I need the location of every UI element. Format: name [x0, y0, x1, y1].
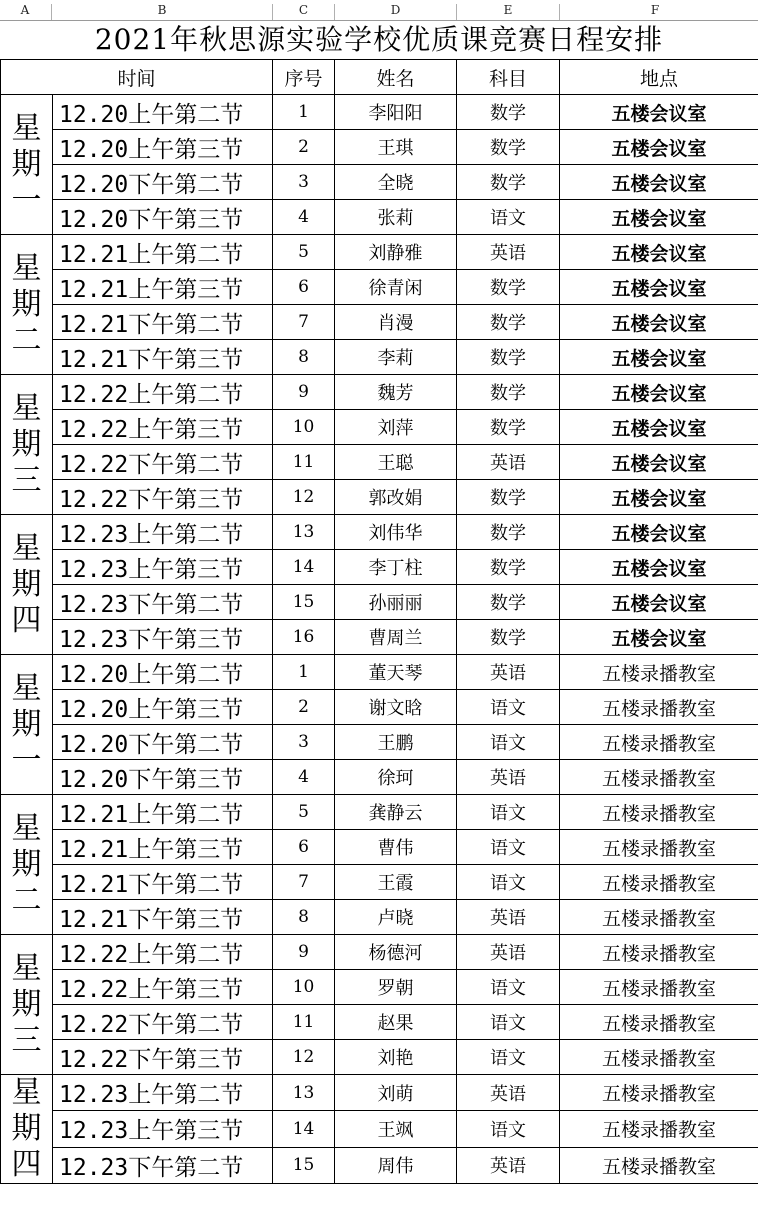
time-cell[interactable]: 12.21上午第三节 — [53, 830, 273, 865]
day-label-char: 星 — [11, 250, 42, 286]
time-cell[interactable]: 12.23下午第二节 — [53, 585, 273, 620]
day-label-cell[interactable] — [1, 235, 53, 375]
name-cell[interactable]: 孙丽丽 — [335, 585, 457, 620]
subject-cell[interactable]: 语文 — [457, 690, 560, 725]
time-cell[interactable]: 12.22下午第二节 — [53, 1005, 273, 1040]
seq-cell[interactable]: 3 — [273, 165, 335, 200]
subject-cell[interactable]: 数学 — [457, 95, 560, 130]
location-cell[interactable]: 五楼会议室 — [560, 235, 758, 270]
location-cell[interactable]: 五楼录播教室 — [560, 970, 758, 1005]
time-cell[interactable]: 12.23上午第三节 — [53, 550, 273, 585]
time-cell[interactable]: 12.20下午第三节 — [53, 760, 273, 795]
seq-cell[interactable]: 5 — [273, 795, 335, 830]
subject-cell[interactable]: 语文 — [457, 795, 560, 830]
subject-cell[interactable]: 英语 — [457, 655, 560, 690]
seq-cell[interactable]: 14 — [273, 550, 335, 585]
location-cell[interactable]: 五楼录播教室 — [560, 900, 758, 935]
name-cell[interactable]: 赵果 — [335, 1005, 457, 1040]
table-row — [1, 935, 758, 970]
time-cell[interactable]: 12.20下午第二节 — [53, 165, 273, 200]
table-row — [1, 165, 758, 200]
seq-cell[interactable]: 16 — [273, 620, 335, 655]
seq-cell[interactable]: 1 — [273, 95, 335, 130]
seq-cell[interactable]: 3 — [273, 725, 335, 760]
time-cell[interactable]: 12.20上午第三节 — [53, 130, 273, 165]
time-cell[interactable]: 12.20上午第二节 — [53, 655, 273, 690]
subject-cell[interactable]: 英语 — [457, 760, 560, 795]
table-row — [1, 1147, 758, 1183]
time-cell[interactable]: 12.21上午第二节 — [53, 235, 273, 270]
location-cell[interactable]: 五楼录播教室 — [560, 760, 758, 795]
name-cell[interactable]: 曹周兰 — [335, 620, 457, 655]
table-row — [1, 1040, 758, 1075]
day-label-cell[interactable] — [1, 1075, 53, 1184]
day-label-char: 期 — [11, 986, 42, 1022]
day-label-cell[interactable] — [1, 935, 53, 1075]
name-cell[interactable]: 龚静云 — [335, 795, 457, 830]
table-row — [1, 725, 758, 760]
day-label-char: 星 — [11, 1075, 42, 1110]
header-location[interactable]: 地点 — [560, 60, 758, 95]
table-row — [1, 1005, 758, 1040]
subject-cell[interactable]: 语文 — [457, 725, 560, 760]
table-row — [1, 410, 758, 445]
subject-cell[interactable]: 数学 — [457, 515, 560, 550]
day-label-char: 期 — [11, 706, 42, 742]
table-row — [1, 1111, 758, 1147]
name-cell[interactable]: 曹伟 — [335, 830, 457, 865]
name-cell[interactable]: 周伟 — [335, 1147, 457, 1183]
seq-cell[interactable]: 6 — [273, 830, 335, 865]
location-cell[interactable]: 五楼会议室 — [560, 95, 758, 130]
seq-cell[interactable]: 9 — [273, 935, 335, 970]
location-cell[interactable]: 五楼会议室 — [560, 165, 758, 200]
name-cell[interactable]: 杨德河 — [335, 935, 457, 970]
day-label-char: 星 — [11, 530, 42, 566]
name-cell[interactable]: 李莉 — [335, 340, 457, 375]
location-cell[interactable]: 五楼会议室 — [560, 130, 758, 165]
time-cell[interactable]: 12.21下午第三节 — [53, 900, 273, 935]
location-cell[interactable]: 五楼会议室 — [560, 200, 758, 235]
subject-cell[interactable]: 数学 — [457, 305, 560, 340]
subject-cell[interactable]: 数学 — [457, 480, 560, 515]
subject-cell[interactable]: 语文 — [457, 1040, 560, 1075]
day-label-char: 期 — [11, 1111, 42, 1146]
seq-cell[interactable]: 4 — [273, 200, 335, 235]
table-row — [1, 830, 758, 865]
location-cell[interactable]: 五楼录播教室 — [560, 725, 758, 760]
name-cell[interactable]: 刘艳 — [335, 1040, 457, 1075]
subject-cell[interactable]: 英语 — [457, 445, 560, 480]
day-label-char: 星 — [11, 950, 42, 986]
time-cell[interactable]: 12.21下午第三节 — [53, 340, 273, 375]
column-header-e[interactable]: E — [503, 3, 513, 17]
seq-cell[interactable]: 11 — [273, 445, 335, 480]
subject-cell[interactable]: 语文 — [457, 1005, 560, 1040]
name-cell[interactable]: 王聪 — [335, 445, 457, 480]
header-time[interactable]: 时间 — [1, 60, 273, 95]
time-cell[interactable]: 12.20下午第二节 — [53, 725, 273, 760]
seq-cell[interactable]: 7 — [273, 305, 335, 340]
day-label-char: 星 — [11, 810, 42, 846]
location-cell[interactable]: 五楼会议室 — [560, 515, 758, 550]
time-cell[interactable]: 12.22上午第三节 — [53, 410, 273, 445]
seq-cell[interactable]: 9 — [273, 375, 335, 410]
subject-cell[interactable]: 语文 — [457, 865, 560, 900]
time-cell[interactable]: 12.23上午第三节 — [53, 1111, 273, 1147]
seq-cell[interactable]: 8 — [273, 340, 335, 375]
table-row — [1, 1075, 758, 1111]
table-row — [1, 970, 758, 1005]
name-cell[interactable]: 罗朝 — [335, 970, 457, 1005]
location-cell[interactable]: 五楼录播教室 — [560, 795, 758, 830]
location-cell[interactable]: 五楼会议室 — [560, 445, 758, 480]
seq-cell[interactable]: 15 — [273, 585, 335, 620]
location-cell[interactable]: 五楼会议室 — [560, 585, 758, 620]
location-cell[interactable]: 五楼会议室 — [560, 550, 758, 585]
day-label-cell[interactable] — [1, 375, 53, 515]
day-label-char: 期 — [11, 566, 42, 602]
time-cell[interactable]: 12.23上午第二节 — [53, 1075, 273, 1111]
seq-cell[interactable]: 14 — [273, 1111, 335, 1147]
column-header-c[interactable]: C — [298, 3, 309, 17]
time-cell[interactable]: 12.22上午第二节 — [53, 375, 273, 410]
table-row — [1, 865, 758, 900]
name-cell[interactable]: 全晓 — [335, 165, 457, 200]
subject-cell[interactable]: 数学 — [457, 340, 560, 375]
day-label-char: 期 — [11, 426, 42, 462]
name-cell[interactable]: 王霞 — [335, 865, 457, 900]
subject-cell[interactable]: 数学 — [457, 165, 560, 200]
day-label-char: 二 — [11, 322, 42, 358]
column-header-b[interactable]: B — [157, 3, 167, 17]
table-row — [1, 690, 758, 725]
seq-cell[interactable]: 13 — [273, 1075, 335, 1111]
subject-cell[interactable]: 英语 — [457, 1075, 560, 1111]
header-subject[interactable]: 科目 — [457, 60, 560, 95]
table-row — [1, 760, 758, 795]
seq-cell[interactable]: 12 — [273, 480, 335, 515]
seq-cell[interactable]: 10 — [273, 410, 335, 445]
table-row — [1, 585, 758, 620]
table-row — [1, 480, 758, 515]
seq-cell[interactable]: 12 — [273, 1040, 335, 1075]
time-cell[interactable]: 12.22上午第二节 — [53, 935, 273, 970]
location-cell[interactable]: 五楼录播教室 — [560, 1111, 758, 1147]
seq-cell[interactable]: 15 — [273, 1147, 335, 1183]
time-cell[interactable]: 12.21下午第二节 — [53, 865, 273, 900]
seq-cell[interactable]: 8 — [273, 900, 335, 935]
location-cell[interactable]: 五楼录播教室 — [560, 690, 758, 725]
name-cell[interactable]: 刘萌 — [335, 1075, 457, 1111]
name-cell[interactable]: 张莉 — [335, 200, 457, 235]
name-cell[interactable]: 李阳阳 — [335, 95, 457, 130]
day-label-char: 一 — [11, 742, 42, 778]
day-label-cell[interactable] — [1, 515, 53, 655]
location-cell[interactable]: 五楼录播教室 — [560, 1147, 758, 1183]
subject-cell[interactable]: 英语 — [457, 935, 560, 970]
subject-cell[interactable]: 语文 — [457, 970, 560, 1005]
column-header-bar — [0, 0, 758, 21]
table-row — [1, 235, 758, 270]
location-cell[interactable]: 五楼录播教室 — [560, 655, 758, 690]
day-label-char: 三 — [11, 462, 42, 498]
subject-cell[interactable]: 数学 — [457, 620, 560, 655]
name-cell[interactable]: 刘伟华 — [335, 515, 457, 550]
day-label-cell[interactable] — [1, 795, 53, 935]
subject-cell[interactable]: 英语 — [457, 1147, 560, 1183]
time-cell[interactable]: 12.22下午第二节 — [53, 445, 273, 480]
subject-cell[interactable]: 数学 — [457, 410, 560, 445]
day-label-char: 星 — [11, 670, 42, 706]
subject-cell[interactable]: 数学 — [457, 585, 560, 620]
day-label-char: 星 — [11, 390, 42, 426]
subject-cell[interactable]: 数学 — [457, 130, 560, 165]
subject-cell[interactable]: 语文 — [457, 830, 560, 865]
time-cell[interactable]: 12.23下午第三节 — [53, 620, 273, 655]
name-cell[interactable]: 董天琴 — [335, 655, 457, 690]
location-cell[interactable]: 五楼会议室 — [560, 410, 758, 445]
sheet-title: 2021年秋思源实验学校优质课竞赛日程安排 — [94, 23, 664, 56]
location-cell[interactable]: 五楼会议室 — [560, 270, 758, 305]
table-row — [1, 130, 758, 165]
seq-cell[interactable]: 7 — [273, 865, 335, 900]
day-label-char: 星 — [11, 110, 42, 146]
time-cell[interactable]: 12.23下午第二节 — [53, 1147, 273, 1183]
table-row — [1, 340, 758, 375]
seq-cell[interactable]: 2 — [273, 690, 335, 725]
schedule-table — [0, 59, 758, 1184]
time-cell[interactable]: 12.22下午第三节 — [53, 1040, 273, 1075]
location-cell[interactable]: 五楼录播教室 — [560, 830, 758, 865]
header-name[interactable]: 姓名 — [335, 60, 457, 95]
day-label-cell[interactable] — [1, 655, 53, 795]
table-row — [1, 200, 758, 235]
subject-cell[interactable]: 语文 — [457, 200, 560, 235]
time-cell[interactable]: 12.21下午第二节 — [53, 305, 273, 340]
name-cell[interactable]: 王琪 — [335, 130, 457, 165]
seq-cell[interactable]: 11 — [273, 1005, 335, 1040]
location-cell[interactable]: 五楼会议室 — [560, 375, 758, 410]
day-label-char: 期 — [11, 846, 42, 882]
location-cell[interactable]: 五楼录播教室 — [560, 865, 758, 900]
subject-cell[interactable]: 数学 — [457, 270, 560, 305]
subject-cell[interactable]: 数学 — [457, 375, 560, 410]
seq-cell[interactable]: 4 — [273, 760, 335, 795]
seq-cell[interactable]: 6 — [273, 270, 335, 305]
day-label-char: 四 — [11, 1147, 42, 1182]
table-row — [1, 375, 758, 410]
table-row — [1, 270, 758, 305]
name-cell[interactable]: 王飒 — [335, 1111, 457, 1147]
location-cell[interactable]: 五楼录播教室 — [560, 1040, 758, 1075]
name-cell[interactable]: 谢文晗 — [335, 690, 457, 725]
day-label-char: 三 — [11, 1022, 42, 1058]
time-cell[interactable]: 12.22下午第三节 — [53, 480, 273, 515]
seq-cell[interactable]: 10 — [273, 970, 335, 1005]
day-label-char: 二 — [11, 882, 42, 918]
time-cell[interactable]: 12.21上午第二节 — [53, 795, 273, 830]
time-cell[interactable]: 12.22上午第三节 — [53, 970, 273, 1005]
day-label-cell[interactable] — [1, 95, 53, 235]
day-label-char: 一 — [11, 182, 42, 218]
table-row — [1, 620, 758, 655]
name-cell[interactable]: 郭改娟 — [335, 480, 457, 515]
header-seq[interactable]: 序号 — [273, 60, 335, 95]
column-header-f[interactable]: F — [650, 3, 660, 17]
day-label-char: 四 — [11, 602, 42, 638]
name-cell[interactable]: 徐珂 — [335, 760, 457, 795]
table-row — [1, 550, 758, 585]
name-cell[interactable]: 卢晓 — [335, 900, 457, 935]
location-cell[interactable]: 五楼会议室 — [560, 620, 758, 655]
time-cell[interactable]: 12.20上午第二节 — [53, 95, 273, 130]
time-cell[interactable]: 12.20上午第三节 — [53, 690, 273, 725]
location-cell[interactable]: 五楼录播教室 — [560, 935, 758, 970]
subject-cell[interactable]: 语文 — [457, 1111, 560, 1147]
table-row — [1, 95, 758, 130]
location-cell[interactable]: 五楼会议室 — [560, 305, 758, 340]
day-label-char: 期 — [11, 286, 42, 322]
location-cell[interactable]: 五楼录播教室 — [560, 1005, 758, 1040]
column-header-d[interactable]: D — [390, 3, 401, 17]
name-cell[interactable]: 刘萍 — [335, 410, 457, 445]
seq-cell[interactable]: 2 — [273, 130, 335, 165]
table-row — [1, 305, 758, 340]
seq-cell[interactable]: 5 — [273, 235, 335, 270]
name-cell[interactable]: 肖漫 — [335, 305, 457, 340]
time-cell[interactable]: 12.21上午第三节 — [53, 270, 273, 305]
seq-cell[interactable]: 13 — [273, 515, 335, 550]
table-row — [1, 445, 758, 480]
name-cell[interactable]: 徐青闲 — [335, 270, 457, 305]
column-header-a[interactable]: A — [20, 3, 30, 17]
location-cell[interactable]: 五楼会议室 — [560, 340, 758, 375]
name-cell[interactable]: 李丁柱 — [335, 550, 457, 585]
location-cell[interactable]: 五楼录播教室 — [560, 1075, 758, 1111]
subject-cell[interactable]: 数学 — [457, 550, 560, 585]
table-row — [1, 515, 758, 550]
table-row — [1, 795, 758, 830]
name-cell[interactable]: 魏芳 — [335, 375, 457, 410]
table-row — [1, 655, 758, 690]
time-cell[interactable]: 12.20下午第三节 — [53, 200, 273, 235]
table-row — [1, 900, 758, 935]
header-row — [1, 60, 758, 95]
subject-cell[interactable]: 英语 — [457, 900, 560, 935]
day-label-char: 期 — [11, 146, 42, 182]
name-cell[interactable]: 刘静雅 — [335, 235, 457, 270]
seq-cell[interactable]: 1 — [273, 655, 335, 690]
time-cell[interactable]: 12.23上午第二节 — [53, 515, 273, 550]
location-cell[interactable]: 五楼会议室 — [560, 480, 758, 515]
subject-cell[interactable]: 英语 — [457, 235, 560, 270]
name-cell[interactable]: 王鹏 — [335, 725, 457, 760]
